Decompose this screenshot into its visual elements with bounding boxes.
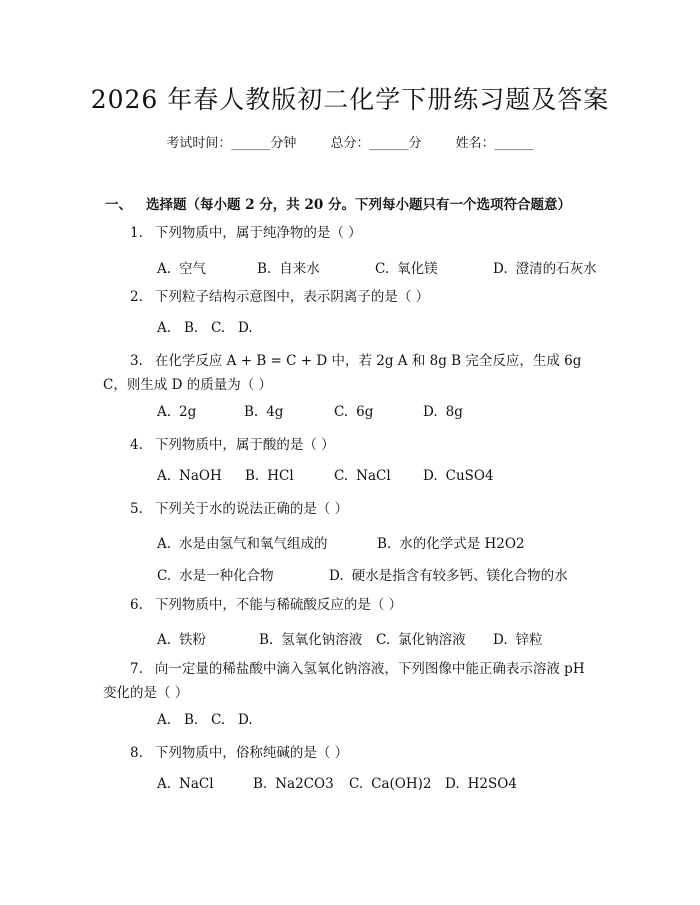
question-3 [130, 349, 600, 373]
question-3-options [157, 404, 463, 420]
option-c: C. [211, 712, 226, 728]
question-6-options [157, 628, 543, 648]
question-number: 6. [130, 597, 143, 613]
question-1-options [157, 257, 597, 277]
option-b: B. 自来水 [257, 261, 320, 277]
question-8 [130, 741, 600, 765]
option-c: C. Ca(OH)2 [349, 776, 432, 792]
option-d: D. 硬水是指含有较多钙、镁化合物的水 [329, 568, 568, 584]
option-a: A. [157, 712, 172, 728]
option-c: C. 氧化镁 [375, 261, 438, 277]
question-text: 下列物质中，不能与稀硫酸反应的是（ ） [154, 597, 403, 613]
option-b: B. 水的化学式是 H2O2 [377, 536, 525, 552]
question-text: 下列物质中，属于纯净物的是（ ） [154, 225, 362, 241]
question-5 [130, 497, 600, 521]
option-b: B. 氢氧化钠溶液 [259, 632, 363, 648]
question-4-options [157, 468, 494, 484]
option-b: B. 4g [244, 404, 284, 420]
option-b: B. HCl [245, 468, 294, 484]
section-heading [105, 193, 571, 213]
exam-score: 总分：______分 [330, 136, 422, 151]
question-number: 7. [130, 661, 143, 677]
option-d: D. 澄清的石灰水 [493, 261, 597, 277]
question-number: 2. [130, 289, 143, 305]
option-d: D. 锌粒 [493, 632, 543, 648]
student-name: 姓名：______ [455, 136, 534, 151]
question-2 [130, 285, 600, 309]
option-a: A. 水是由氢气和氧气组成的 [157, 536, 328, 552]
section-number: 一、 [105, 197, 132, 213]
exam-time: 考试时间：______分钟 [166, 136, 297, 151]
question-7-options [157, 712, 253, 728]
question-3-continued [103, 373, 573, 397]
question-7-continued [103, 681, 573, 705]
option-a: A. 2g [157, 404, 197, 420]
question-text: 向一定量的稀盐酸中滴入氢氧化钠溶液，下列图像中能正确表示溶液 pH [154, 661, 585, 677]
question-2-options [157, 320, 253, 336]
question-text: 下列粒子结构示意图中，表示阴离子的是（ ） [154, 289, 430, 305]
question-number: 3. [130, 353, 143, 369]
option-d: D. [238, 320, 253, 336]
exam-meta [0, 132, 700, 151]
page-title: 2026 年春人教版初二化学下册练习题及答案 [90, 85, 610, 114]
option-a: A. [157, 320, 172, 336]
question-text: 下列物质中，属于酸的是（ ） [154, 437, 335, 453]
question-number: 1. [130, 225, 143, 241]
option-c: C. [211, 320, 226, 336]
option-c: C. 氯化钠溶液 [376, 632, 466, 648]
question-5-options-row2 [157, 564, 568, 584]
question-1 [130, 221, 600, 245]
question-text: 下列关于水的说法正确的是（ ） [154, 501, 349, 517]
question-number: 8. [130, 745, 143, 761]
question-number: 5. [130, 501, 143, 517]
option-c: C. 6g [334, 404, 374, 420]
option-a: A. 空气 [157, 261, 207, 277]
question-text: 下列物质中，俗称纯碱的是（ ） [154, 745, 349, 761]
question-8-options [157, 776, 517, 792]
question-number: 4. [130, 437, 143, 453]
question-text-continued: C，则生成 D 的质量为（ ） [103, 377, 273, 393]
question-text: 在化学反应 A + B = C + D 中，若 2g A 和 8g B 完全反应，生成 6g [154, 353, 582, 369]
section-text: 选择题（每小题 2 分，共 20 分。下列每小题只有一个选项符合题意） [146, 197, 571, 213]
option-a: A. NaCl [157, 776, 214, 792]
question-text-continued: 变化的是（ ） [103, 685, 189, 701]
option-c: C. NaCl [334, 468, 391, 484]
option-a: A. 铁粉 [157, 632, 207, 648]
option-a: A. NaOH [157, 468, 222, 484]
question-5-options-row1 [157, 532, 525, 552]
option-d: D. [238, 712, 253, 728]
option-c: C. 水是一种化合物 [157, 568, 274, 584]
option-d: D. CuSO4 [423, 468, 494, 484]
option-d: D. H2SO4 [445, 776, 517, 792]
option-b: B. [184, 320, 199, 336]
option-b: B. [184, 712, 199, 728]
question-6 [130, 593, 600, 617]
question-7 [130, 657, 600, 681]
option-d: D. 8g [423, 404, 463, 420]
question-4 [130, 433, 600, 457]
option-b: B. Na2CO3 [253, 776, 334, 792]
